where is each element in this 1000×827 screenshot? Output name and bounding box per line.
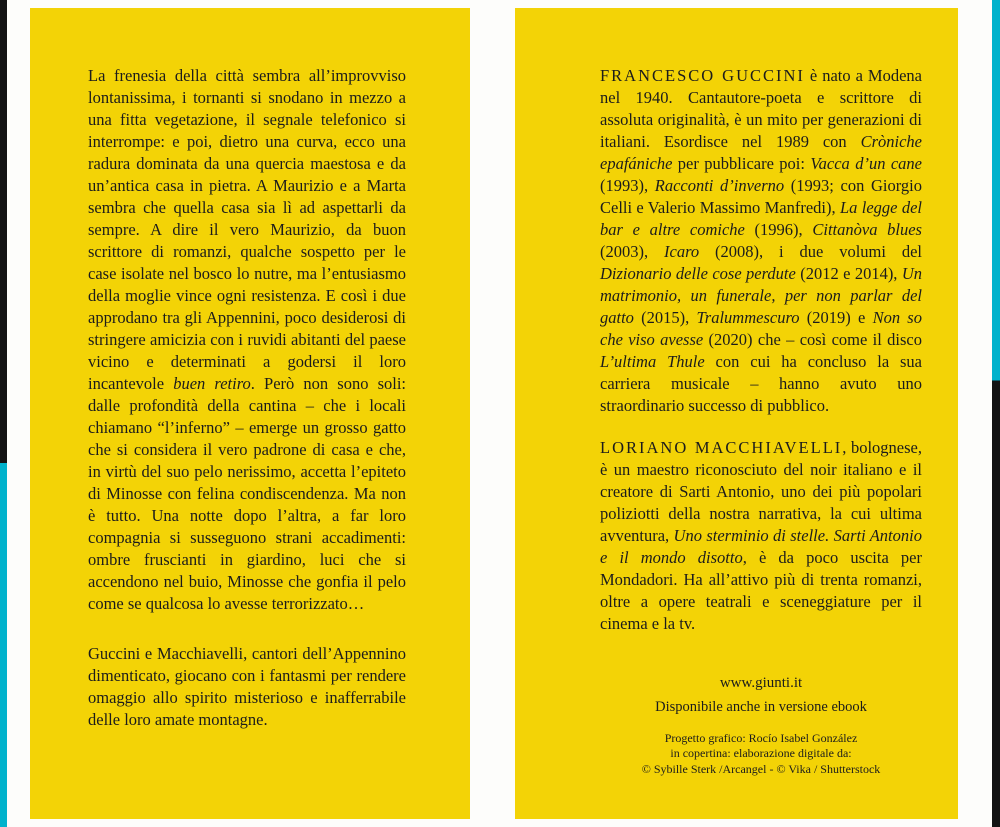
author-bios-column <box>600 65 922 635</box>
right-flap-panel <box>515 8 958 819</box>
design-credit: Progetto grafico: Rocío Isabel González <box>664 730 858 745</box>
publisher-footer <box>600 675 922 778</box>
macchiavelli-bio-paragraph: LORIANO MACCHIAVELLI, bolognese, è un maestro riconosciuto del noir italiano e il creatore di Sarti Antonio, uno dei più popolari poliziotti della nostra narrativa, la cui ultima avventura, Uno sterminio di stelle. Sarti Antonio e il mondo disotto, è da poco uscita per Mondadori. Ha all’attivo più di trenta romanzi, oltre a opere teatrali e sceneggiature per il cinema e la tv. <box>600 438 922 633</box>
left-flap-panel <box>30 8 470 819</box>
ebook-availability-note: Disponibile anche in versione ebook <box>655 698 867 715</box>
credits-block <box>600 731 922 778</box>
right-cover-edge <box>992 0 1000 827</box>
left-cover-edge <box>0 0 7 827</box>
cover-credit-intro: in copertina: elaborazione digitale da: <box>670 746 852 760</box>
publisher-website: www.giunti.it <box>719 674 803 691</box>
closing-paragraph: Guccini e Macchiavelli, cantori dell’Appennino dimenticato, giocano con i fantasmi per rendere omaggio allo spirito misterioso e inafferrabile delle loro amate montagne. <box>88 644 406 729</box>
synopsis-paragraph: La frenesia della città sembra all’improvviso lontanissima, i tornanti si snodano in mezzo a una fitta vegetazione, il segnale telefonico si interrompe: e poi, dietro una curva, ecco una radura dominata da una quercia maestosa e da un’antica casa in pietra. A Maurizio e a Marta sembra che quella casa sia lì ad aspettarli da sempre. A dire il vero Maurizio, da buon scrittore di romanzi, qualche sospetto per le case isolate nel bosco lo nutre, ma l’entusiasmo della moglie vince ogni resistenza. E così i due approdano tra gli Appennini, poco desiderosi di stringere amicizia con i ruvidi abitanti del paese vicino e determinati a godersi il loro incantevole buen retiro. Però non sono soli: dalle profondità della cantina – che i locali chiamano “l’inferno” – emerge un grosso gatto che si considera il vero padrone di casa e che, in virtù del suo pelo nerissimo, accetta l’epiteto di Minosse con felina condiscendenza. Ma non è tutto. Una notte dopo l’altra, a far loro compagnia si susseguono strani accadimenti: ombre fruscianti in giardino, luci che si accendono nel buio, Minosse che gonfia il pelo come se qualcosa lo avesse terrorizzato… <box>88 66 407 613</box>
guccini-bio-paragraph: FRANCESCO GUCCINI è nato a Modena nel 1940. Cantautore-poeta e scrittore di assoluta originalità, è un mito per generazioni di italiani. Esordisce nel 1989 con Cròniche epafániche per pubblicare poi: Vacca d’un cane (1993), Racconti d’inverno (1993; con Giorgio Celli e Valerio Massimo Manfredi), La legge del bar e altre comiche (1996), Cittanòva blues (2003), Icaro (2008), i due volumi del Dizionario delle cose perdute (2012 e 2014), Un matrimonio, un funerale, per non parlar del gatto (2015), Tralummescuro (2019) e Non so che viso avesse (2020) che – così come il disco L’ultima Thule con cui ha concluso la sua carriera musicale – hanno avuto uno straordinario successo di pubblico. <box>600 66 923 415</box>
cover-credit-sources: © Sybille Sterk /Arcangel - © Vika / Shutterstock <box>641 761 881 776</box>
synopsis-column <box>88 65 406 731</box>
